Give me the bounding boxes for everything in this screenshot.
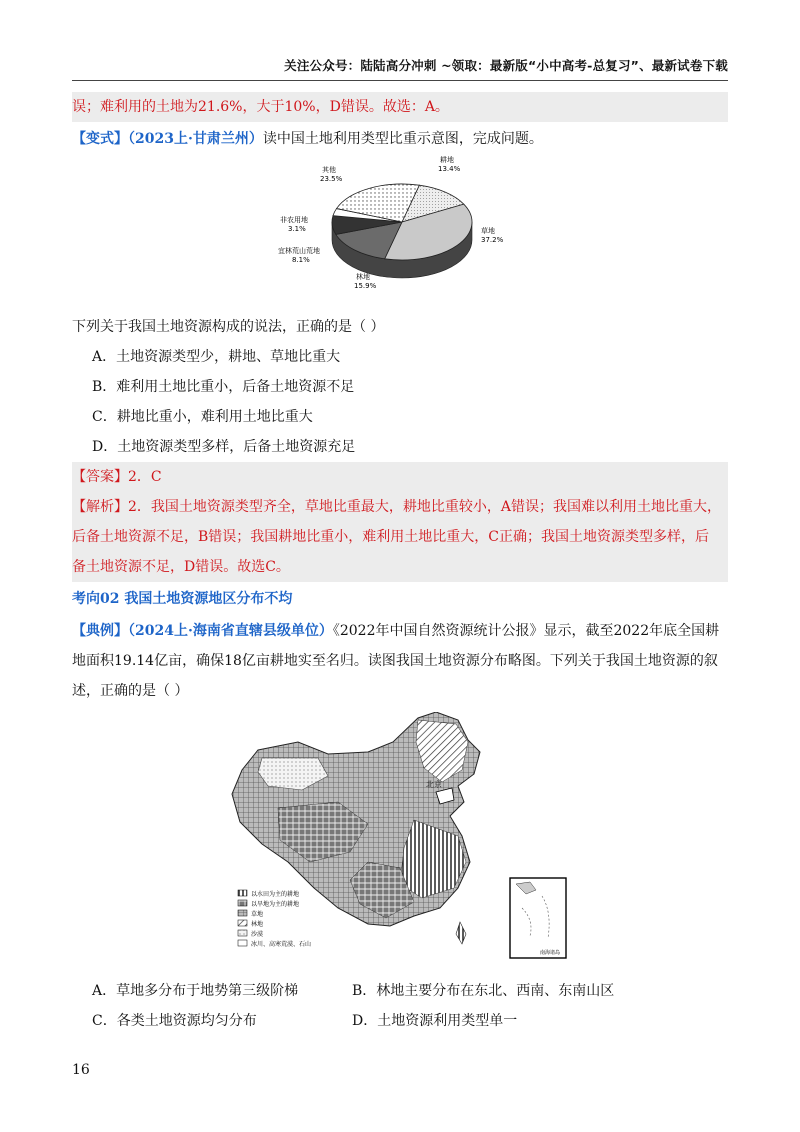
pie-label-nonag: 非农用地: [280, 216, 308, 224]
pie-value-hard: 8.1%: [292, 256, 310, 264]
example-line-3: 述，正确的是（ ）: [72, 683, 189, 699]
previous-analysis-tail: 误；难利用的土地为21.6%，大于10%，D错误。故选：A。: [72, 92, 728, 122]
pie-label-forest: 林地: [356, 273, 370, 281]
inset-label: 南海诸岛: [540, 950, 561, 956]
analysis-line-2: 后备土地资源不足，B错误；我国耕地比重小，难利用土地比重大，C正确；我国土地资源类型多样，后: [72, 522, 728, 552]
legend-item-dryland: 以旱地为主的耕地: [251, 901, 300, 908]
example-tag: 【典例】: [72, 623, 128, 639]
pie-value-forest: 15.9%: [354, 282, 377, 290]
legend-item-forest: 林地: [251, 921, 264, 928]
pie-value-grass: 37.2%: [481, 236, 504, 244]
pie-label-grass: 草地: [481, 227, 495, 235]
variant-source: （2023上·甘肃兰州）: [128, 131, 263, 147]
land-use-pie-chart: [278, 152, 504, 292]
page-number: 16: [72, 1062, 90, 1078]
pie-label-hard: 宜林荒山荒地: [278, 247, 320, 255]
map-legend: [238, 890, 311, 948]
analysis-line-3: 备土地资源不足，D错误。故选C。: [72, 552, 728, 582]
pie-value-arable: 13.4%: [438, 165, 461, 173]
q2-option-a: A．草地多分布于地势第三级阶梯: [92, 983, 299, 999]
example-text-1: 《2022年中国自然资源统计公报》显示，截至2022年底全国耕: [332, 623, 720, 639]
header-divider: [72, 80, 728, 81]
legend-item-paddy: 以水田为主的耕地: [251, 891, 300, 898]
example-line-2: 地面积19.14亿亩，确保18亿亩耕地实至名归。读图我国土地资源分布略图。下列关于我国土地资源的叙: [72, 653, 718, 669]
section-title: 考向02 我国土地资源地区分布不均: [72, 591, 293, 607]
example-line-1: [72, 616, 728, 646]
q1-option-b: B．难利用土地比重小，后备土地资源不足: [92, 379, 355, 395]
pie-slices: [332, 184, 472, 260]
q1-stem: 下列关于我国土地资源构成的说法，正确的是（ ）: [72, 319, 385, 335]
q2-option-c: C．各类土地资源均匀分布: [92, 1013, 257, 1029]
example-source: （2024上·海南省直辖县级单位）: [128, 623, 333, 639]
answer: 【答案】2．C: [72, 462, 728, 492]
south-china-sea-inset: [510, 878, 566, 958]
variant-intro: [72, 124, 728, 154]
page-header: 关注公众号：陆陆高分冲刺 ~领取：最新版“小中高考-总复习”、最新试卷下载: [284, 58, 728, 73]
legend-item-grass: 草地: [251, 911, 264, 918]
variant-tag: 【变式】: [72, 131, 128, 147]
legend-item-glacier: 冰川、高寒荒漠、石山: [251, 941, 312, 948]
pie-value-other: 23.5%: [320, 175, 343, 183]
legend-item-desert: 沙漠: [251, 931, 264, 938]
map-territory: [232, 712, 480, 944]
map-capital-label: 北京: [426, 780, 442, 789]
pie-label-arable: 耕地: [440, 156, 454, 164]
china-land-resource-map: [218, 712, 580, 964]
pie-value-nonag: 3.1%: [288, 225, 306, 233]
q1-option-a: A．土地资源类型少，耕地、草地比重大: [92, 349, 341, 365]
q1-option-d: D．土地资源类型多样，后备土地资源充足: [92, 439, 356, 455]
analysis-line-1: 【解析】2．我国土地资源类型齐全，草地比重最大，耕地比重较小，A错误；我国难以利用土地比重大，: [72, 492, 728, 522]
variant-text: 读中国土地利用类型比重示意图，完成问题。: [262, 131, 543, 147]
q2-option-d: D．土地资源利用类型单一: [352, 1013, 518, 1029]
pie-label-other: 其他: [322, 166, 336, 174]
q2-option-b: B．林地主要分布在东北、西南、东南山区: [352, 983, 615, 999]
q1-option-c: C．耕地比重小，难利用土地比重大: [92, 409, 313, 425]
